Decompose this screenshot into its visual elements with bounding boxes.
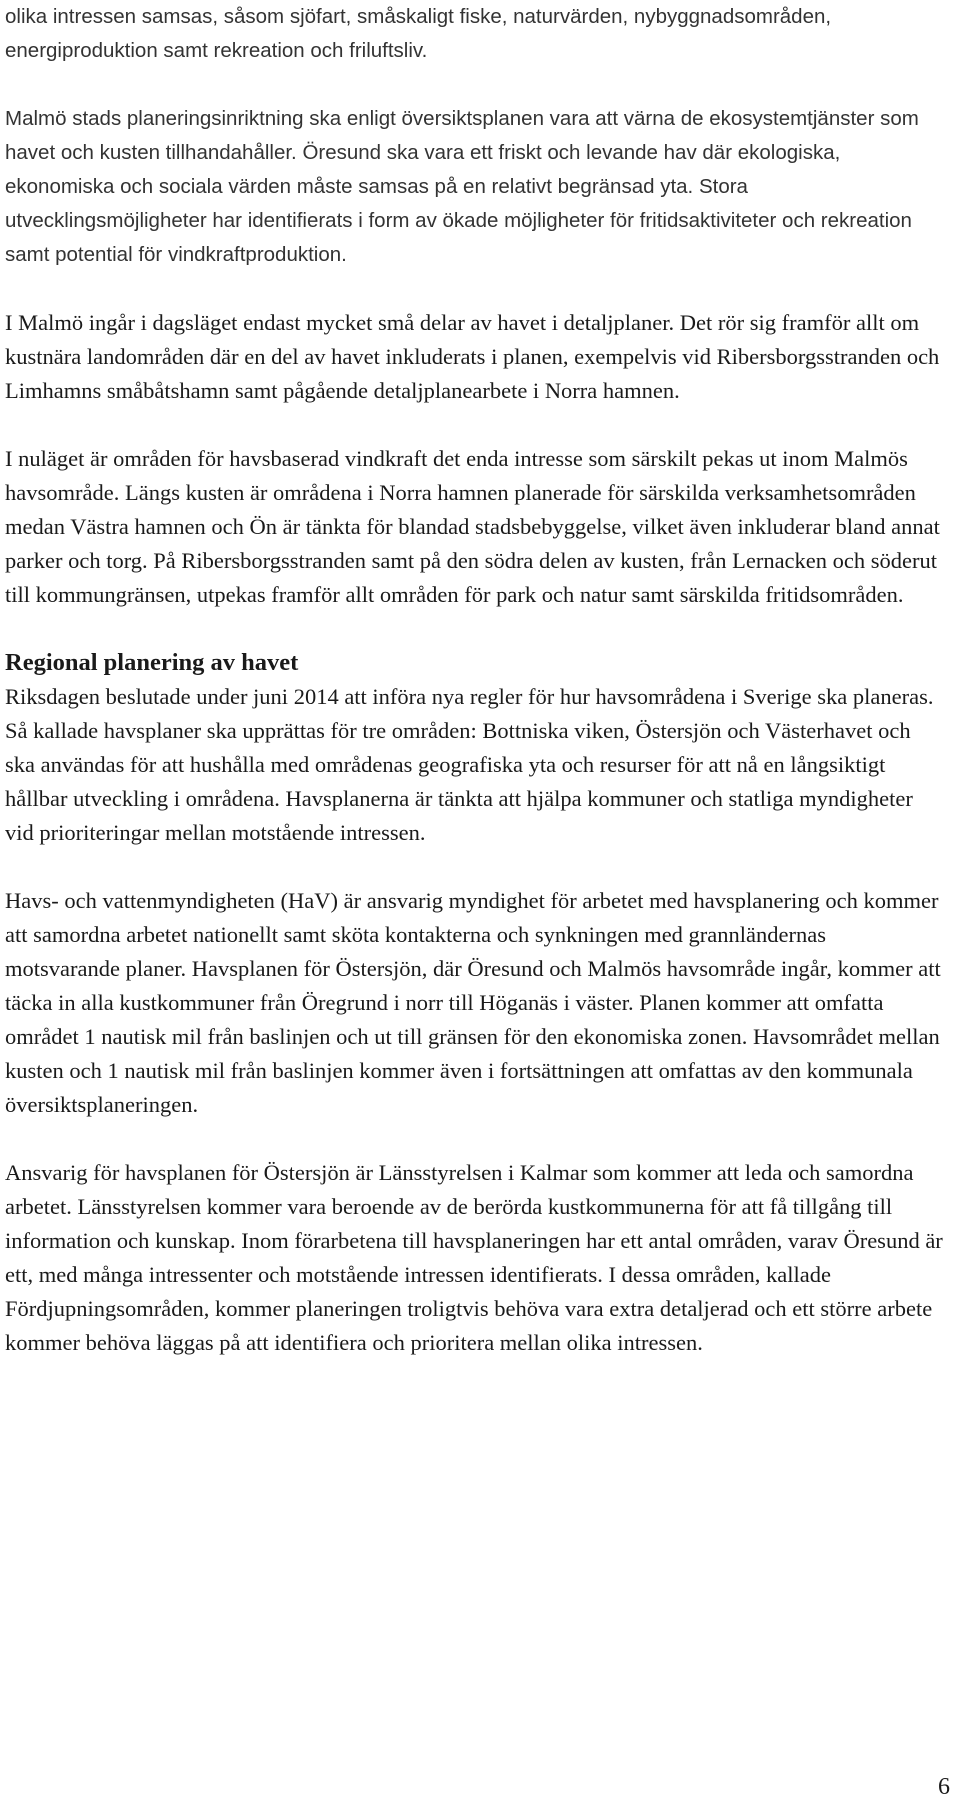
- paragraph-spacer: [5, 408, 945, 442]
- paragraph-hav-authority: Havs- och vattenmyndigheten (HaV) är ansvarig myndighet för arbetet med havsplanering och kommer att samordna arbetet nationellt samt sköta kontakterna och synkningen med grannländernas motsvarande planer. Havsplanen för Östersjön, där Öresund och Malmös havsområde ingår, kommer att täcka in alla kustkommuner från Öregrund i norr till Höganäs i väster. Planen kommer att omfatta området 1 nautisk mil från baslinjen och ut till gränsen för den ekonomiska zonen. Havsområdet mellan kusten och 1 nautisk mil från baslinjen kommer även i fortsättningen att omfattas av den kommunala översiktsplaneringen.: [5, 888, 941, 1117]
- paragraph-spacer: [5, 272, 945, 306]
- paragraph-spacer: [5, 612, 945, 646]
- paragraph-spacer: [5, 68, 945, 102]
- paragraph-regional-rules: Riksdagen beslutade under juni 2014 att införa nya regler för hur havsområdena i Sverige ska planeras. Så kallade havsplaner ska upprättas för tre områden: Bottniska viken, Östersjön och Västerhavet och ska användas för att hushålla med områdenas geografiska yta och resurser för att nå en långsiktigt hållbar utveckling i områdena. Havsplanerna är tänkta att hjälpa kommuner och statliga myndigheter vid prioriteringar mellan motstående intressen.: [5, 684, 934, 845]
- paragraph-planning-direction: Malmö stads planeringsinriktning ska enligt översiktsplanen vara att värna de ekosystemtjänster som havet och kusten tillhandahåller. Öresund ska vara ett friskt och levande hav där ekologiska, ekonomiska och sociala värden måste samsas på en relativt begränsad yta. Stora utvecklingsmöjligheter har identifierats i form av ökade möjligheter för fritidsaktiviteter och rekreation samt potential för vindkraftproduktion.: [5, 107, 919, 266]
- paragraph-kalmar-responsibility: Ansvarig för havsplanen för Östersjön är Länsstyrelsen i Kalmar som kommer att leda och samordna arbetet. Länsstyrelsen kommer vara beroende av de berörda kustkommunerna för att få tillgång till information och kunskap. Inom förarbetena till havsplaneringen har ett antal områden, varav Öresund är ett, med många intressenter och motstående intressen identifierats. I dessa områden, kallade Fördjupningsområden, kommer planeringen troligtvis behöva vara extra detaljerad och ett större arbete kommer behöva läggas på att identifiera och prioritera mellan olika intressen.: [5, 1160, 943, 1355]
- paragraph-detail-plans: I Malmö ingår i dagsläget endast mycket små delar av havet i detaljplaner. Det rör sig framför allt om kustnära landområden där en del av havet inkluderats i planen, exempelvis vid Ribersborgsstranden och Limhamns småbåtshamn samt pågående detaljplanearbete i Norra hamnen.: [5, 310, 940, 403]
- document-page: [5, 0, 945, 1360]
- paragraph-current-interests: I nuläget är områden för havsbaserad vindkraft det enda intresse som särskilt pekas ut inom Malmös havsområde. Längs kusten är områdena i Norra hamnen planerade för särskilda verksamhetsområden medan Västra hamnen och Ön är tänkta för blandad stadsbebyggelse, vilket även inkluderar bland annat parker och torg. På Ribersborgsstranden samt på den södra delen av kusten, från Lernacken och söderut till kommungränsen, utpekas framför allt områden för park och natur samt särskilda fritidsområden.: [5, 446, 940, 607]
- page-number: 6: [938, 1774, 950, 1800]
- paragraph-spacer: [5, 850, 945, 884]
- section-heading: Regional planering av havet: [5, 649, 299, 676]
- paragraph-intro-continuation: olika intressen samsas, såsom sjöfart, småskaligt fiske, naturvärden, nybyggnadsområden, energiproduktion samt rekreation och friluftsliv.: [5, 5, 832, 62]
- paragraph-spacer: [5, 1122, 945, 1156]
